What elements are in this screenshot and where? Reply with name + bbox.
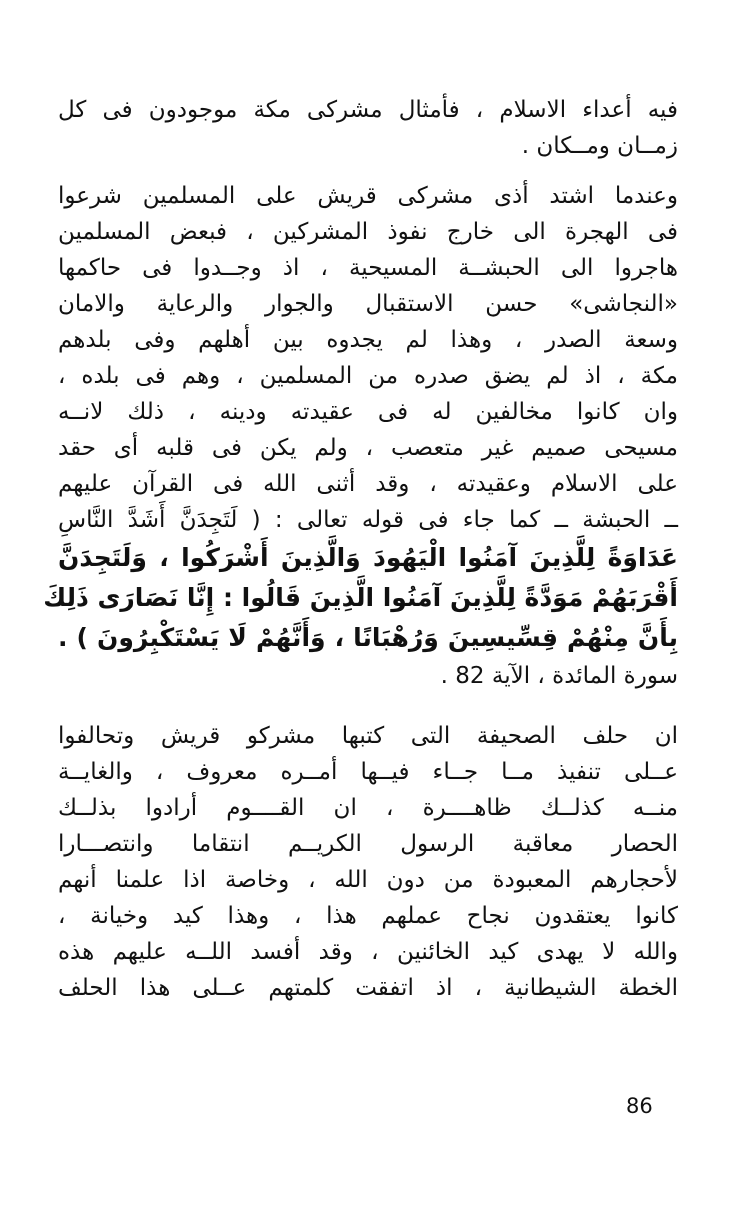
text-line: وسعة الصدر ، وهذا لم يجدوه بين أهلهم وفى بلدهم [58,327,678,353]
text-line: ان حلف الصحيفة التى كتبها مشركو قريش وتحالفوا [58,723,678,749]
text-line: مسيحى صميم غير متعصب ، ولم يكن فى قلبه أى حقد [58,435,678,461]
verse-citation: سورة المائدة ، الآية 82 . [440,663,678,689]
quran-verse-line: عَدَاوَةً لِلَّذِينَ آمَنُوا الْيَهُودَ وَالَّذِينَ أَشْرَكُوا ، وَلَتَجِدَنَّ [58,543,678,572]
text-line: مكة ، اذ لم يضق صدره من المسلمين ، وهم فى بلده ، [58,363,678,389]
text-line: على الاسلام وعقيدته ، وقد أثنى الله فى القرآن عليهم [58,471,678,497]
page-number: 86 [626,1094,653,1118]
quran-verse-line: بِأَنَّ مِنْهُمْ قِسِّيسِينَ وَرُهْبَانًا ، وَأَنَّهُمْ لَا يَسْتَكْبِرُونَ ) . [58,623,678,652]
text-line: منــه كذلــك ظاهــــرة ، ان القــــوم أرادوا بذلــك [58,795,678,821]
paragraph-3 [58,718,678,1006]
quran-verse-line: أَقْرَبَهُمْ مَوَدَّةً لِلَّذِينَ آمَنُوا الَّذِينَ قَالُوا : إِنَّا نَصَارَى ذَلِكَ [43,583,678,612]
text-line: والله لا يهدى كيد الخائنين ، وقد أفسد اللــه عليهم هذه [58,939,678,965]
text-line: لأحجارهم المعبودة من دون الله ، وخاصة اذا علمنا أنهم [58,867,678,893]
paragraph-1 [58,92,678,164]
text-line: وان كانوا مخالفين له فى عقيدته ودينه ، ذلك لانــه [58,399,678,425]
text-line: الخطة الشيطانية ، اذ اتفقت كلمتهم عــلى هذا الحلف [58,975,678,1001]
text-line: فى الهجرة الى خارج نفوذ المشركين ، فبعض المسلمين [58,219,678,245]
text-line: «النجاشى» حسن الاستقبال والجوار والرعاية والامان [58,291,678,317]
text-line: وعندما اشتد أذى مشركى قريش على المسلمين شرعوا [58,183,678,209]
text-line: كانوا يعتقدون نجاح عملهم هذا ، وهذا كيد وخيانة ، [58,903,678,929]
text-line: زمــان ومــكان . [521,133,678,159]
text-line: عــلى تنفيذ مــا جــاء فيــها أمــره معروف ، والغايــة [58,759,678,785]
text-line: ــ الحبشة ــ كما جاء فى قوله تعالى : ( لَتَجِدَنَّ أَشَدَّ النَّاسِ [58,507,678,533]
text-line: هاجروا الى الحبشــة المسيحية ، اذ وجــدوا فى حاكمها [58,255,678,281]
text-line: الحصار معاقبة الرسول الكريــم انتقاما وانتصـــارا [58,831,678,857]
page-body [43,92,678,1006]
text-line: فيه أعداء الاسلام ، فأمثال مشركى مكة موجودون فى كل [58,97,678,123]
paragraph-2 [43,178,678,694]
